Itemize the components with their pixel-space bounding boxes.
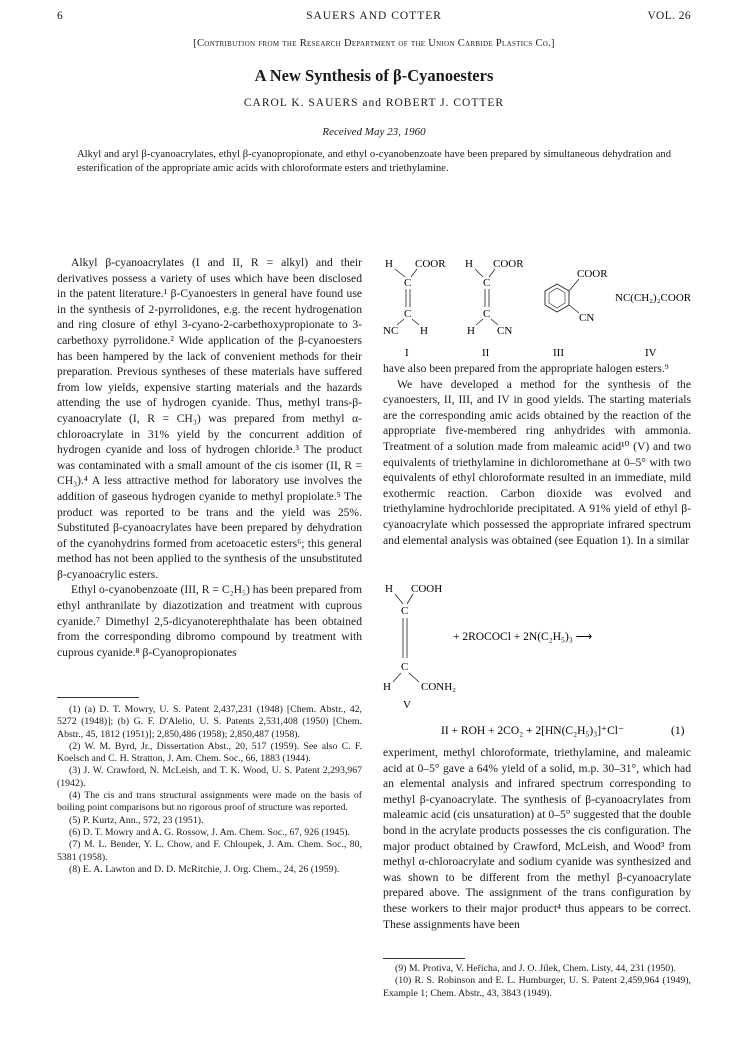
contribution-note: [Contribution from the Research Department of the Union Carbide Plastics Co.] <box>193 38 555 49</box>
eq-V-atom-bottom: C <box>401 661 409 673</box>
eq-V-atom-top: C <box>401 605 409 617</box>
body-left-column <box>57 255 362 660</box>
footnote: (2) W. M. Byrd, Jr., Dissertation Abst., 20, 517 (1959). See also C. F. Koelsch and C. H. Stratton, J. Am. Chem. Soc., 66, 1883 (1944). <box>57 740 362 765</box>
footnotes-right <box>383 963 691 1000</box>
struct-II-atom-bottom: C <box>483 308 491 320</box>
eq-V-bottom-right: CONH₂ <box>421 681 457 693</box>
footnote: (6) D. T. Mowry and A. G. Rossow, J. Am. Chem. Soc., 67, 926 (1945). <box>69 826 350 838</box>
struct-I-atom-top: C <box>404 277 412 289</box>
received-date: Received May 23, 1960 <box>322 126 426 138</box>
byline: CAROL K. SAUERS and ROBERT J. COTTER <box>243 97 505 109</box>
footnote: (5) P. Kurtz, Ann., 572, 23 (1951). <box>69 814 204 826</box>
structure-IV <box>615 292 691 359</box>
page-number: 6 <box>57 10 64 22</box>
body-paragraph: have also been prepared from the appropriate halogen esters.⁹ <box>383 362 669 375</box>
struct-label-III: III <box>553 347 564 359</box>
body-paragraph: experiment, methyl chloroformate, triethylamine, and maleamic acid at 0–5° gave a 64% yield of a solid, m.p. 30–31°, which had an elemental analysis and infrared spectrum corresponding to methyl β-cyanoacrylate. The synthesis of β-cyanoacrylates from maleamic acid (cis unsaturation) at 0–5° suggested that the double bond in the acrylate products possesses the cis configuration. The major product obtained by Crawford, McLeish, and Wood³ from methyl α-chloroacrylate and sodium cyanide was synthesized and was shown to be different from the methyl β-cyanoacrylate prepared above. The assignment of the trans configuration by these workers to their major product⁴ thus appears to be correct. These assignments have been <box>383 746 691 931</box>
abstract: Alkyl and aryl β-cyanoacrylates, ethyl β-cyanopropionate, and ethyl o-cyanobenzoate have been prepared by simultaneous dehydration and esterification of the appropriate amic acids with chloroformate esters and triethylamine. <box>77 149 671 174</box>
struct-I-top-left: H <box>385 258 393 270</box>
struct-I-atom-bottom: C <box>404 308 412 320</box>
struct-I-bottom-right: H <box>420 325 428 337</box>
structure-I <box>383 258 446 359</box>
struct-II-bottom-left: H <box>467 325 475 337</box>
footnote: (4) The cis and trans structural assignments were made on the basis of boiling point comparisons but no rigorous proof of structure was reported. <box>57 790 362 814</box>
body-right-column-top <box>383 361 691 548</box>
eq-reagents: + 2ROCOCl + 2N(C₂H₅)₃ ⟶ <box>453 631 593 643</box>
body-paragraph: Ethyl o-cyanobenzoate (III, R = C₂H₅) has been prepared from ethyl anthranilate by diazotization and treatment with cuprous cyanide.⁷ Dimethyl 2,5-dicyanoterephthalate has been obtained from the corresponding dibromo compound by treatment with cuprous cyanide.⁸ β-Cyanopropionates <box>57 583 362 659</box>
footnote: (10) R. S. Robinson and E. L. Humburger, U. S. Patent 2,459,964 (1949), Example 1; Chem. Abstr., 43, 3843 (1949). <box>383 975 691 999</box>
footnote: (9) M. Protiva, V. Heřicha, and J. O. Jílek, Chem. Listy, 44, 231 (1950). <box>395 963 676 974</box>
eq-V-label: V <box>403 699 411 711</box>
struct-III-sub-top: COOR <box>577 268 608 280</box>
struct-I-bottom-left: NC <box>383 325 399 337</box>
struct-II-atom-top: C <box>483 277 491 289</box>
footnote: (3) J. W. Crawford, N. McLeish, and T. K. Wood, U. S. Patent 2,293,967 (1942). <box>57 765 362 789</box>
struct-label-IV: IV <box>645 347 657 359</box>
struct-II-bottom-right: CN <box>497 325 513 337</box>
struct-label-I: I <box>405 347 409 359</box>
body-right-column-middle <box>383 745 691 932</box>
footnote: (7) M. L. Bender, Y. L. Chow, and F. Chloupek, J. Am. Chem. Soc., 80, 5381 (1958). <box>57 839 362 863</box>
struct-label-II: II <box>482 347 490 359</box>
volume-label: VOL. 26 <box>647 10 691 22</box>
structures-figure <box>383 255 691 361</box>
equation-figure <box>383 580 691 740</box>
article-title: A New Synthesis of β-Cyanoesters <box>254 66 494 85</box>
struct-III-sub-bottom: CN <box>579 312 595 324</box>
body-paragraph: Alkyl β-cyanoacrylates (I and II, R = alkyl) and their derivatives possess a variety of uses which have been disclosed in the patent literature.¹ β-Cyanoesters in general have found use in the synthesis of 2-pyrrolidones, e.g. the recent hydrogenation and ring closure of ethyl 3-cyano-2-carbethoxypropionate to 3-carbethoxy pyrrolidone.² Wide application of the β-cyanoesters has been hampered by the lack of convenient methods for their preparation. Previous syntheses of these materials have suffered from low yields, expensive starting materials and the hazards attending the use of hydrogen cyanide. Thus, methyl trans-β-cyanoacrylate (I, R = CH₃) was prepared from methyl α-chloroacrylate in 31% yield by the concurrent addition of hydrogen cyanide and loss of hydrogen chloride.³ The product was contaminated with a small amount of the cis isomer (II, R = CH₃).⁴ A less attractive method for laboratory use involves the addition of gaseous hydrogen cyanide to methyl propiolate.⁵ The product was reported to be trans and the yield was 25%. Substituted β-cyanoacrylates have been prepared by dehydration of the cyanohydrins formed from acetoacetic esters⁶; this general method has not been applied to the synthesis of the unsubstituted β-cyanoacrylic esters. <box>57 256 362 581</box>
footnote-rule-left <box>57 697 139 698</box>
struct-II-top-left: H <box>465 258 473 270</box>
eq-number: (1) <box>671 725 685 737</box>
eq-products: II + ROH + 2CO₂ + 2[HN(C₂H₅)₃]⁺Cl⁻ <box>441 725 625 737</box>
structure-III <box>545 268 608 359</box>
footnote: (8) E. A. Lawton and D. D. McRitchie, J. Org. Chem., 24, 26 (1959). <box>69 863 340 875</box>
struct-IV-formula: NC(CH₂)₂COOR <box>615 292 691 304</box>
body-paragraph: We have developed a method for the synthesis of the cyanoesters, II, III, and IV in good yields. The starting materials are the corresponding amic acids obtained by the reaction of the appropriate five-membered ring anhydrides with ammonia. Treatment of a solution made from maleamic acid¹⁰ (V) and two equivalents of triethylamine in dichloromethane at 0–5° with two equivalents of ethyl chloroformate resulted in an immediate, mild exothermic reaction. Carbon dioxide was evolved and triethylamine hydrochloride precipitated. A 91% yield of ethyl β-cyanoacrylate which possessed the appropriate infrared spectrum and elemental analysis was obtained (see Equation 1). In a similar <box>383 377 691 547</box>
structure-II <box>465 258 524 359</box>
eq-V-top-left: H <box>385 583 393 595</box>
running-header <box>57 10 691 26</box>
running-title: SAUERS AND COTTER <box>306 10 442 22</box>
eq-V-bottom-left: H <box>383 681 391 693</box>
eq-V-top-right: COOH <box>411 583 443 595</box>
footnotes-left <box>57 704 362 876</box>
struct-I-top-right: COOR <box>415 258 446 270</box>
struct-II-top-right: COOR <box>493 258 524 270</box>
footnote-rule-right <box>383 958 465 959</box>
footnote: (1) (a) D. T. Mowry, U. S. Patent 2,437,231 (1948) [Chem. Abstr., 42, 5272 (1948)]; (b) G. F. D'Alelio, U. S. Patents 2,531,408 (1950) [Chem. Abstr., 45, 1812 (1951)]; 2,850,486 (1958); 2,850,487 (1958). <box>57 704 362 740</box>
